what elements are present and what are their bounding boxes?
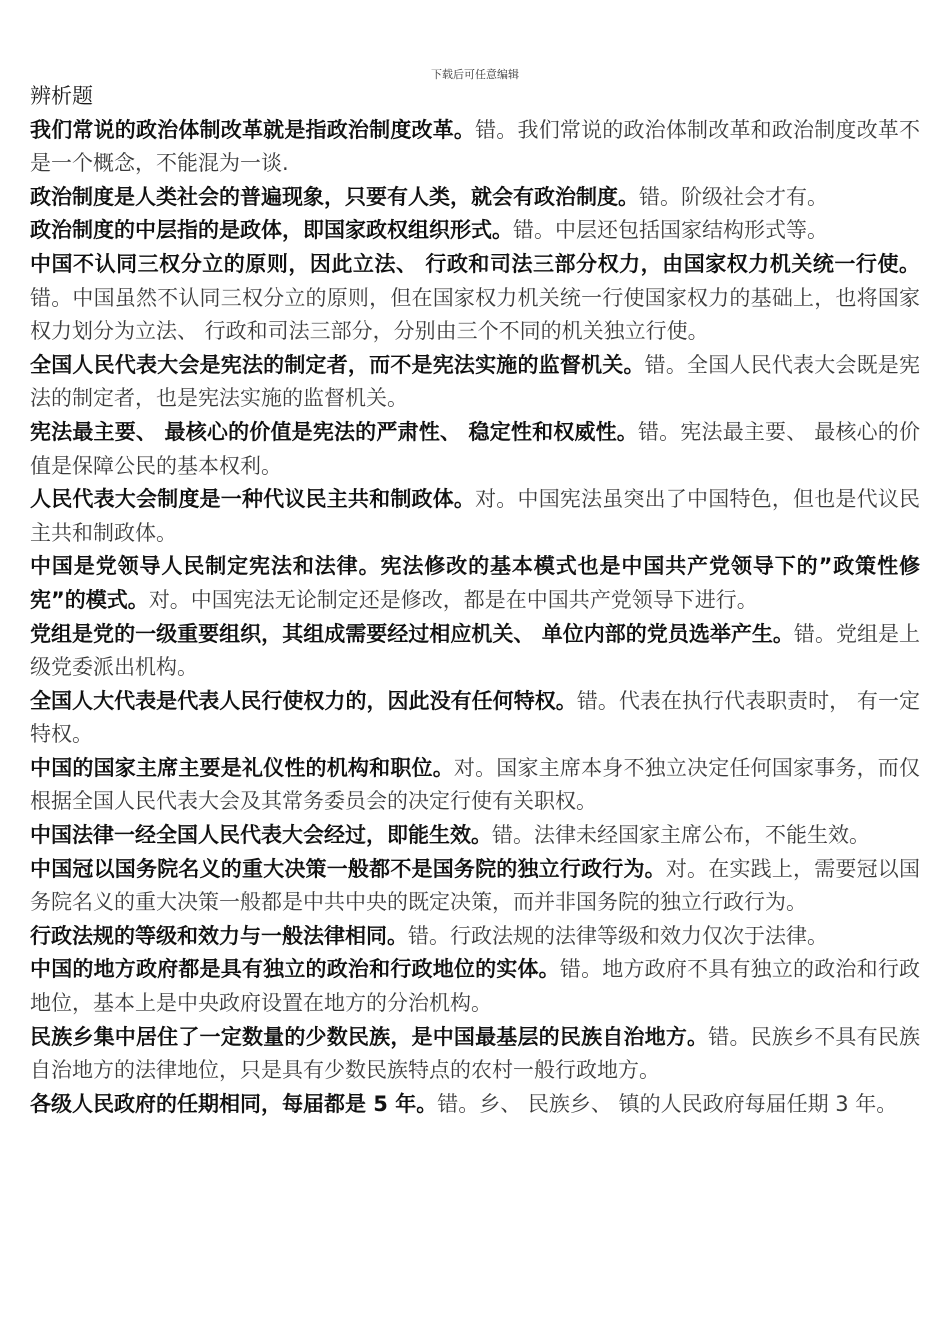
question-item (30, 248, 920, 349)
question-statement: 民族乡集中居住了一定数量的少数民族，是中国最基层的民族自治地方。 (30, 1024, 709, 1049)
question-statement: 全国人民代表大会是宪法的制定者，而不是宪法实施的监督机关。 (30, 352, 645, 377)
question-statement: 中国不认同三权分立的原则，因此立法、 行政和司法三部分权力，由国家权力机关统一行使。 (30, 251, 920, 276)
question-answer: 错。中国虽然不认同三权分立的原则，但在国家权力机关统一行使国家权力的基础上，也将国家权力划分为立法、 行政和司法三部分，分别由三个不同的机关独立行使。 (30, 285, 920, 344)
question-item (30, 483, 920, 550)
question-item (30, 181, 920, 215)
question-answer: 错。阶级社会才有。 (639, 184, 828, 209)
question-item (30, 920, 920, 954)
question-statement: 中国法律一经全国人民代表大会经过，即能生效。 (30, 823, 492, 848)
question-statement: 中国的地方政府都是具有独立的政治和行政地位的实体。 (30, 957, 560, 982)
question-item (30, 349, 920, 416)
question-item (30, 752, 920, 819)
question-statement: 全国人大代表是代表人民行使权力的，因此没有任何特权。 (30, 688, 577, 713)
question-answer: 错。地方政府不具有独立的政治和行政地位，基本上是中央政府设置在地方的分治机构。 (30, 957, 921, 1016)
question-answer: 对。中国宪法无论制定还是修改，都是在中国共产党领导下进行。 (148, 587, 758, 612)
question-answer: 错。行政法规的法律等级和效力仅次于法律。 (408, 923, 828, 948)
question-item (30, 1021, 920, 1088)
question-statement: 宪法最主要、 最核心的价值是宪法的严肃性、 稳定性和权威性。 (30, 419, 638, 444)
question-item (30, 685, 920, 752)
question-statement: 人民代表大会制度是一种代议民主共和制政体。 (30, 487, 476, 512)
question-item (30, 819, 920, 853)
question-item (30, 953, 920, 1020)
question-item (30, 214, 920, 248)
question-answer: 错。乡、 民族乡、 镇的人民政府每届任期 3 年。 (437, 1091, 898, 1116)
question-answer: 错。宪法最主要、 最核心的价值是保障公民的基本权利。 (30, 419, 920, 478)
question-statement: 中国冠以国务院名义的重大决策一般都不是国务院的独立行政行为。 (30, 856, 666, 881)
question-statement: 中国是党领导人民制定宪法和法律。宪法修改的基本模式也是中国共产党领导下的”政策性修宪”的模式。 (30, 554, 920, 612)
question-item (30, 853, 920, 920)
question-answer: 对。在实践上，需要冠以国务院名义的重大决策一般都是中共中央的既定决策，而并非国务院的独立行政行为。 (30, 856, 921, 915)
question-answer: 错。党组是上级党委派出机构。 (30, 621, 921, 680)
question-item (30, 1088, 920, 1122)
question-answer: 对。国家主席本身不独立决定任何国家事务，而仅根据全国人民代表大会及其常务委员会的决定行使有关职权。 (30, 755, 921, 814)
question-statement: 各级人民政府的任期相同，每届都是 5 年。 (30, 1091, 438, 1116)
question-answer: 错。我们常说的政治体制改革和政治制度改革不是一个概念，不能混为一谈. (30, 117, 921, 176)
question-item (30, 550, 920, 617)
question-statement: 政治制度是人类社会的普遍现象，只要有人类，就会有政治制度。 (30, 184, 639, 209)
question-statement: 我们常说的政治体制改革就是指政治制度改革。 (30, 117, 476, 142)
question-answer: 对。中国宪法虽突出了中国特色，但也是代议民主共和制政体。 (30, 487, 921, 545)
question-statement: 中国的国家主席主要是礼仪性的机构和职位。 (30, 755, 454, 780)
question-answer: 错。全国人民代表大会既是宪法的制定者，也是宪法实施的监督机关。 (30, 352, 920, 411)
question-answer: 错。法律未经国家主席公布，不能生效。 (492, 823, 870, 848)
question-item (30, 618, 920, 685)
question-answer: 错。中层还包括国家结构形式等。 (513, 218, 828, 243)
question-item (30, 114, 920, 181)
question-answer: 错。民族乡不具有民族自治地方的法律地位，只是具有少数民族特点的农村一般行政地方。 (30, 1024, 921, 1083)
section-title: 辨析题 (30, 84, 93, 108)
document-content (30, 80, 920, 1121)
question-item (30, 416, 920, 483)
question-statement: 行政法规的等级和效力与一般法律相同。 (30, 923, 408, 948)
question-answer: 错。代表在执行代表职责时， 有一定特权。 (30, 688, 920, 747)
header-note: 下载后可任意编辑 (431, 68, 519, 81)
question-statement: 党组是党的一级重要组织，其组成需要经过相应机关、 单位内部的党员选举产生。 (30, 621, 794, 646)
question-statement: 政治制度的中层指的是政体，即国家政权组织形式。 (30, 218, 513, 243)
